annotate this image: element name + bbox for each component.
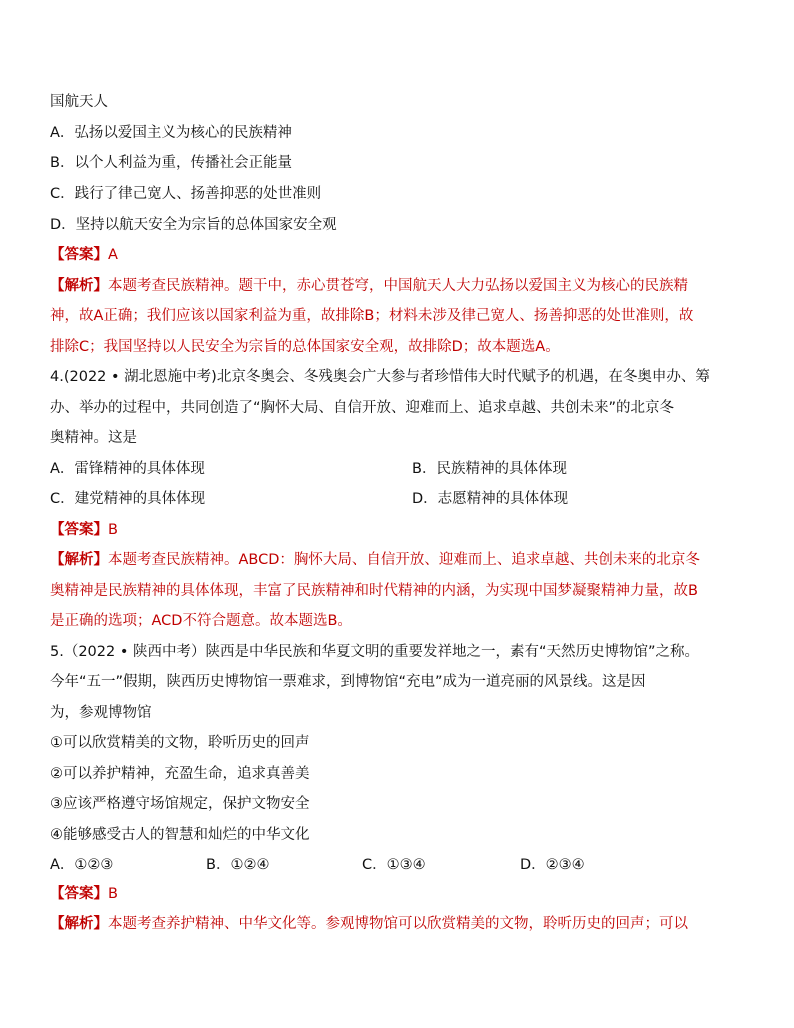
analysis-tag: 【解析】 <box>50 278 108 294</box>
q5-option-a: A．①②③ <box>50 857 114 873</box>
q5-analysis-line-1 <box>50 914 688 934</box>
q3-answer <box>50 245 118 265</box>
q4-option-b: B．民族精神的具体体现 <box>412 461 567 477</box>
q5-option-b: B．①②④ <box>206 857 270 873</box>
q4-answer <box>50 520 118 540</box>
q4-options-row-2 <box>50 489 569 509</box>
q3-analysis-line-2: 神，故A正确；我们应该以国家利益为重，故排除B；材料未涉及律己宽人、扬善抑恶的处世准则，故 <box>50 308 694 324</box>
answer-value: B <box>108 886 118 902</box>
q4-option-d: D．志愿精神的具体体现 <box>412 491 569 507</box>
answer-value: B <box>108 522 118 538</box>
answer-tag: 【答案】 <box>50 247 108 263</box>
analysis-text: 本题考查民族精神。题干中，赤心贯苍穹，中国航天人大力弘扬以爱国主义为核心的民族精 <box>108 278 688 294</box>
q4-analysis-line-1 <box>50 550 700 570</box>
q3-stem-tail: 国航天人 <box>50 94 108 110</box>
q3-option-a: A．弘扬以爱国主义为核心的民族精神 <box>50 125 292 141</box>
q4-analysis-line-3: 是正确的选项；ACD不符合题意。故本题选B。 <box>50 613 352 629</box>
q5-statement-2: ②可以养护精神，充盈生命，追求真善美 <box>50 766 310 782</box>
analysis-text: 本题考查民族精神。ABCD：胸怀大局、自信开放、迎难而上、追求卓越、共创未来的北京冬 <box>108 552 700 568</box>
answer-tag: 【答案】 <box>50 522 108 538</box>
answer-value: A <box>108 247 118 263</box>
q5-statement-1: ①可以欣赏精美的文物，聆听历史的回声 <box>50 735 310 751</box>
q4-option-c: C．建党精神的具体体现 <box>50 491 206 507</box>
analysis-tag: 【解析】 <box>50 552 108 568</box>
q5-stem-line-2: 今年“五一”假期，陕西历史博物馆一票难求，到博物馆“充电”成为一道亮丽的风景线。这是因 <box>50 674 646 690</box>
analysis-text: 本题考查养护精神、中华文化等。参观博物馆可以欣赏精美的文物，聆听历史的回声；可以 <box>108 916 688 932</box>
q4-stem-line-2: 办、举办的过程中，共同创造了“胸怀大局、自信开放、迎难而上、追求卓越、共创未来”的北京冬 <box>50 400 675 416</box>
q3-option-b: B．以个人利益为重，传播社会正能量 <box>50 155 292 171</box>
q5-statement-4: ④能够感受古人的智慧和灿烂的中华文化 <box>50 827 310 843</box>
q3-analysis-line-3: 排除C；我国坚持以人民安全为宗旨的总体国家安全观，故排除D；故本题选A。 <box>50 339 560 355</box>
q5-statement-3: ③应该严格遵守场馆规定，保护文物安全 <box>50 796 310 812</box>
q3-option-d: D．坚持以航天安全为宗旨的总体国家安全观 <box>50 217 337 233</box>
analysis-tag: 【解析】 <box>50 916 108 932</box>
q5-stem-line-3: 为，参观博物馆 <box>50 705 152 721</box>
q5-stem-line-1: 5.（2022 • 陕西中考）陕西是中华民族和华夏文明的重要发祥地之一，素有“天然历史博物馆”之称。 <box>50 644 700 660</box>
q5-option-c: C．①③④ <box>362 857 426 873</box>
q4-stem-line-3: 奥精神。这是 <box>50 430 137 446</box>
q4-options-row-1 <box>50 459 567 479</box>
q3-option-c: C．践行了律己宽人、扬善抑恶的处世准则 <box>50 186 322 202</box>
q3-analysis-line-1 <box>50 276 688 296</box>
q4-analysis-line-2: 奥精神是民族精神的具体体现，丰富了民族精神和时代精神的内涵，为实现中国梦凝聚精神力量，故B <box>50 583 698 599</box>
q4-option-a: A．雷锋精神的具体体现 <box>50 461 205 477</box>
q5-answer <box>50 884 118 904</box>
answer-tag: 【答案】 <box>50 886 108 902</box>
q5-option-d: D．②③④ <box>520 857 585 873</box>
q4-stem-line-1: 4.(2022 • 湖北恩施中考)北京冬奥会、冬残奥会广大参与者珍惜伟大时代赋予的机遇，在冬奥申办、筹 <box>50 369 710 385</box>
